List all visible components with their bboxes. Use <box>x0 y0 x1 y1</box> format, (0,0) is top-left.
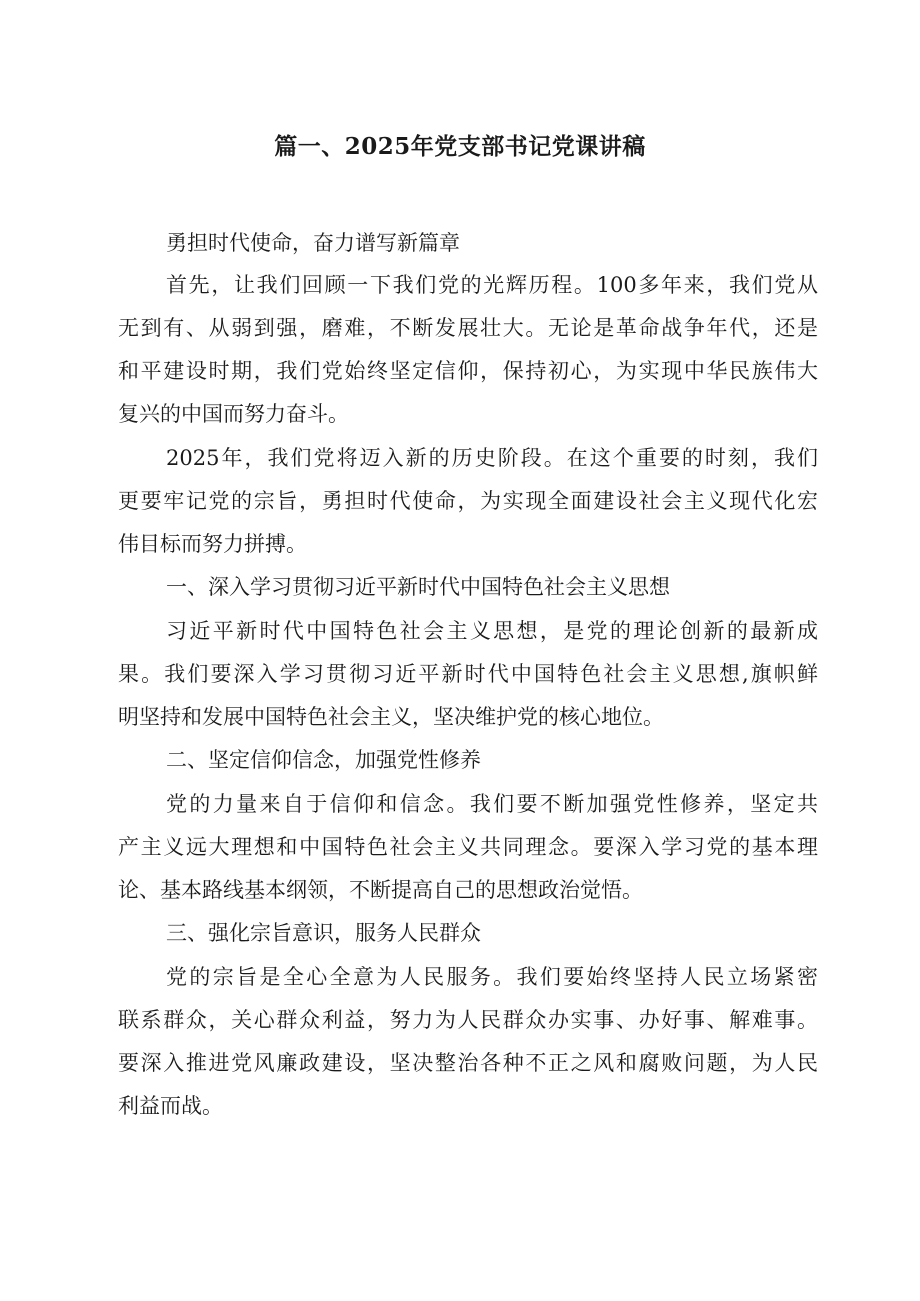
section-heading-2: 二、坚定信仰信念，加强党性修养 <box>166 748 481 772</box>
paragraph-line: 论、基本路线基本纲领，不断提高自己的思想政治觉悟。 <box>118 878 643 902</box>
document-title: 篇一、2025年党支部书记党课讲稿 <box>274 133 646 160</box>
paragraph-line: 和平建设时期，我们党始终坚定信仰，保持初心，为实现中华民族伟大 <box>118 359 818 383</box>
paragraph-line: 联系群众，关心群众利益，努力为人民群众办实事、办好事、解难事。 <box>118 1008 818 1032</box>
speech-subtitle: 勇担时代使命，奋力谱写新篇章 <box>166 231 460 255</box>
paragraph-line: 无到有、从弱到强，磨难，不断发展壮大。无论是革命战争年代，还是 <box>118 316 818 340</box>
section-heading-3: 三、强化宗旨意识，服务人民群众 <box>166 921 481 945</box>
paragraph-line: 首先，让我们回顾一下我们党的光辉历程。100多年来，我们党从 <box>166 273 818 297</box>
paragraph-line: 明坚持和发展中国特色社会主义，坚决维护党的核心地位。 <box>118 705 664 729</box>
paragraph-line: 果。我们要深入学习贯彻习近平新时代中国特色社会主义思想,旗帜鲜 <box>118 662 818 686</box>
paragraph-line: 伟目标而努力拼搏。 <box>118 532 307 556</box>
paragraph-line: 要深入推进党风廉政建设，坚决整治各种不正之风和腐败问题，为人民 <box>118 1051 818 1075</box>
paragraph-line: 党的宗旨是全心全意为人民服务。我们要始终坚持人民立场紧密 <box>166 965 818 989</box>
paragraph-line: 党的力量来自于信仰和信念。我们要不断加强党性修养，坚定共 <box>166 792 818 816</box>
section-heading-1: 一、深入学习贯彻习近平新时代中国特色社会主义思想 <box>166 575 670 599</box>
paragraph-line: 2025年，我们党将迈入新的历史阶段。在这个重要的时刻，我们 <box>166 446 818 470</box>
paragraph-line: 利益而战。 <box>118 1094 223 1118</box>
paragraph-line: 产主义远大理想和中国特色社会主义共同理念。要深入学习党的基本理 <box>118 835 818 859</box>
paragraph-line: 复兴的中国而努力奋斗。 <box>118 402 349 426</box>
paragraph-line: 习近平新时代中国特色社会主义思想，是党的理论创新的最新成 <box>166 619 818 643</box>
paragraph-line: 更要牢记党的宗旨，勇担时代使命，为实现全面建设社会主义现代化宏 <box>118 489 818 513</box>
